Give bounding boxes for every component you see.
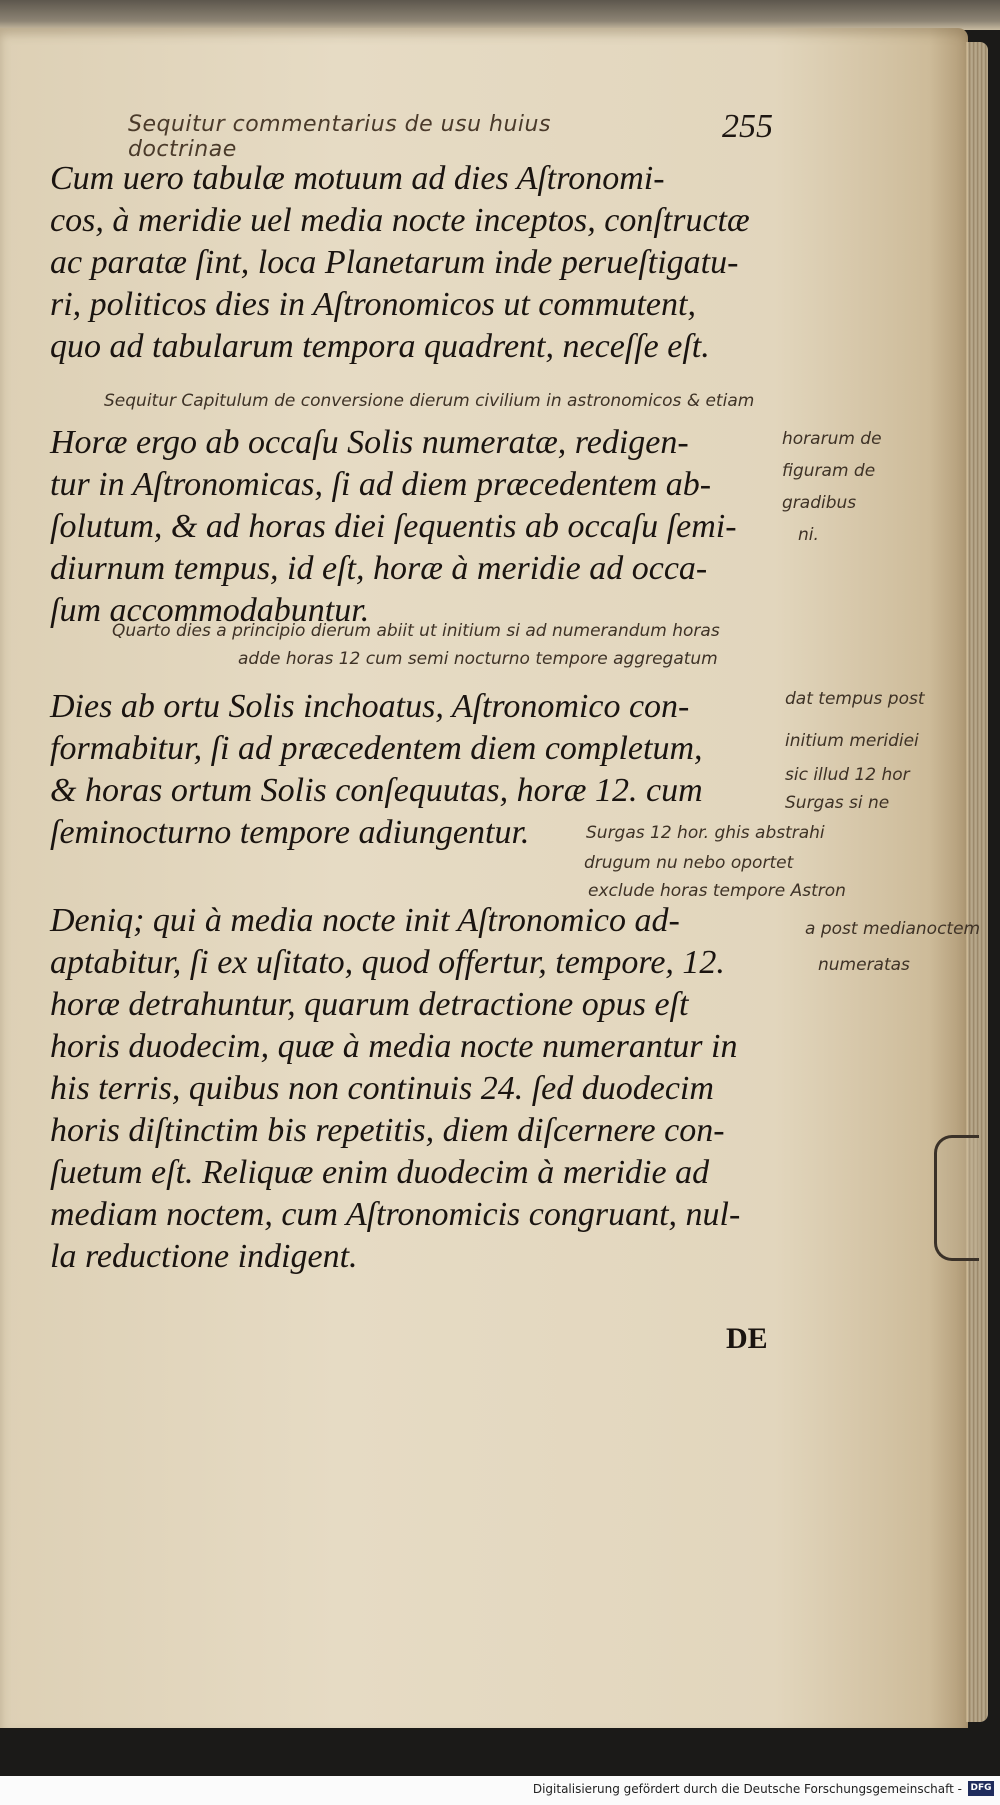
margin-annotation: Surgas 12 hor. ghis abstrahi <box>586 823 825 843</box>
text-line: ac paratæ ſint, loca Planetarum inde perueſtigatu- <box>50 244 739 281</box>
text-line: horis duodecim, quæ à media nocte numerantur in <box>50 1028 738 1065</box>
margin-annotation: exclude horas tempore Astron <box>588 881 846 901</box>
funding-credit: Digitalisierung gefördert durch die Deutsche Forschungsgemeinschaft - <box>532 1782 962 1796</box>
text-line: diurnum tempus, id eſt, horæ à meridie ad occa- <box>50 550 708 587</box>
text-line: ſum accommodabuntur. <box>50 592 370 629</box>
paragraph-4 <box>50 900 740 1278</box>
text-line: Dies ab ortu Solis inchoatus, Aſtronomico con- <box>50 688 690 725</box>
book-top-edge <box>0 0 1000 30</box>
margin-annotation: drugum nu nebo oportet <box>584 853 794 873</box>
dfg-logo: DFG <box>968 1781 994 1796</box>
paragraph-1 <box>50 158 750 368</box>
margin-annotation: numeratas <box>818 955 910 975</box>
text-line: cos, à meridie uel media nocte inceptos, conſtructæ <box>50 202 750 239</box>
margin-annotation: adde horas 12 cum semi nocturno tempore aggregatum <box>238 649 718 669</box>
margin-annotation: gradibus <box>782 493 857 513</box>
margin-annotation: Sequitur Capitulum de conversione dierum civilium in astronomicos & etiam <box>104 391 755 411</box>
margin-annotation: Quarto dies a principio dierum abiit ut initium si ad numerandum horas <box>112 621 720 641</box>
page-clip-mark <box>934 1135 979 1261</box>
text-line: & horas ortum Solis conſequutas, horæ 12. cum <box>50 772 703 809</box>
margin-annotation: initium meridiei <box>785 731 919 751</box>
text-line: Cum uero tabulæ motuum ad dies Aſtronomi- <box>50 160 665 197</box>
text-line: ri, politicos dies in Aſtronomicos ut commutent, <box>50 286 696 323</box>
page-number: 255 <box>722 108 773 145</box>
margin-annotation: horarum de <box>782 429 882 449</box>
text-line: aptabitur, ſi ex uſitato, quod offertur, tempore, 12. <box>50 944 725 981</box>
margin-annotation: ni. <box>798 525 819 545</box>
text-line: ſuetum eſt. Reliquæ enim duodecim à meridie ad <box>50 1154 710 1191</box>
text-line: ſolutum, & ad horas diei ſequentis ab occaſu ſemi- <box>50 508 737 545</box>
footer-bar <box>0 1776 1000 1805</box>
text-line: la reductione indigent. <box>50 1238 358 1275</box>
text-line: his terris, quibus non continuis 24. ſed duodecim <box>50 1070 714 1107</box>
text-line: horis diſtinctim bis repetitis, diem diſcernere con- <box>50 1112 725 1149</box>
text-line: ſeminocturno tempore adiungentur. <box>50 814 530 851</box>
margin-annotation: a post medianoctem <box>805 919 981 939</box>
margin-annotation: dat tempus post <box>785 689 925 709</box>
text-line: formabitur, ſi ad præcedentem diem completum, <box>50 730 703 767</box>
text-line: quo ad tabularum tempora quadrent, neceſſe eſt. <box>50 328 710 365</box>
text-line: mediam noctem, cum Aſtronomicis congruant, nul- <box>50 1196 741 1233</box>
paragraph-2 <box>50 422 737 632</box>
text-line: horæ detrahuntur, quarum detractione opus eſt <box>50 986 689 1023</box>
page-fore-edge <box>966 42 988 1722</box>
catchword: DE <box>726 1322 768 1355</box>
text-line: Deniq; qui à media nocte init Aſtronomico ad- <box>50 902 680 939</box>
margin-annotation: sic illud 12 hor <box>785 765 910 785</box>
manuscript-header-note: Sequitur commentarius de usu huius doctrinae <box>128 112 551 162</box>
text-line: tur in Aſtronomicas, ſi ad diem præcedentem ab- <box>50 466 712 503</box>
margin-annotation: Surgas si ne <box>785 793 890 813</box>
text-line: Horæ ergo ab occaſu Solis numeratæ, redigen- <box>50 424 689 461</box>
margin-annotation: figuram de <box>782 461 876 481</box>
